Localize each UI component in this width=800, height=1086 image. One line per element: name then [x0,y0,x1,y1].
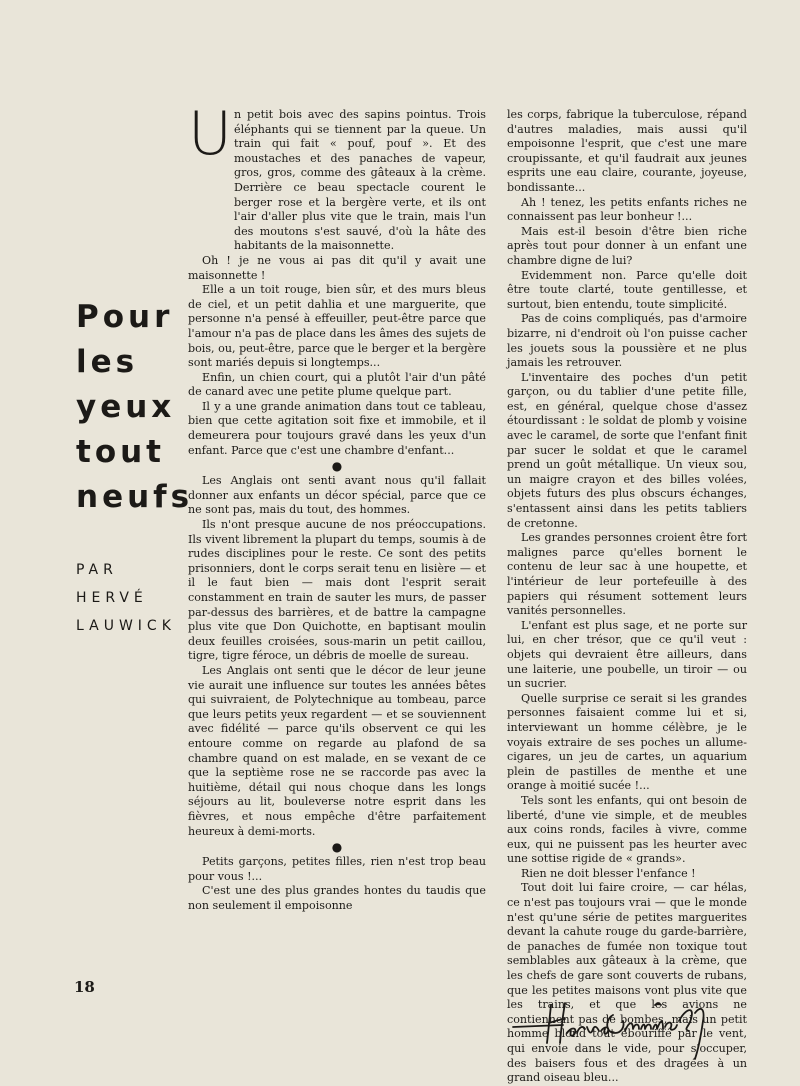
drop-cap: U [188,99,232,169]
paragraph: Les grandes personnes croient être fort malignes parce qu'elles bornent le contenu de leur sac à une houpette, et l'intérieur de leur portefeuille à des papiers qui résument sottement leurs vanités personnelles. [507,531,747,618]
paragraph: Tels sont les enfants, qui ont besoin de liberté, d'une vie simple, et de meubles aux coins ronds, faciles à vivre, comme eux, qui ne puissent pas les heurter avec une sottise rigide de « grands». [507,793,747,866]
paragraph: les corps, fabrique la tuberculose, répand d'autres maladies, mais aussi qu'il empoisonne l'esprit, que c'est une mare croupissante, et qu'il faudrait aux jeunes esprits une eau claire, courante, joyeuse, bondissante... [507,108,747,194]
section-separator: ● [331,459,343,474]
title-line: tout [76,434,166,470]
byline-line: LAUWICK [76,618,176,634]
page-number: 18 [74,978,95,996]
paragraph: L'inventaire des poches d'un petit garçon, ou du tablier d'une petite fille, est, en général, quelque chose d'assez étourdissant : le soldat de plomb y voisine avec le caramel, de sorte que l'enfant finit par sucer le soldat et que le caramel prend un goût métallique. Un vieux sou, un maigre crayon et des billes volées, objets futurs des plus obscurs échanges, s'entassent ainsi dans les petits tabliers de cretonne. [507,370,747,530]
opening-paragraph [188,99,486,254]
paragraph: Elle a un toit rouge, bien sûr, et des murs bleus de ciel, et un petit dahlia et une marguerite, que personne n'a pensé à effeuiller, peut-être parce que l'amour n'a pas de place dans les âmes des sujets de bois, ou, peut-être, parce que le berger et la bergère sont mariés depuis si longtemps... [188,283,486,370]
paragraph: n petit bois avec des sapins pointus. Trois éléphants qui se tiennent par la queue. Un train qui fait « pouf, pouf ». Et des moustaches et des panaches de vapeur, gros, gros, comme des gâteaux à la crème. Derrière ce beau spectacle courent le berger rose et la bergère verte, et ils ont l'air d'aller plus vite que le train, mais l'un des moutons s'est sauvé, d'où la hâte des habitants de la maisonnette. [234,108,486,253]
paragraph: L'enfant est plus sage, et ne porte sur lui, en cher trésor, que ce qu'il veut : objets qui devraient être ailleurs, dans une laiterie, une poubelle, un tiroir — ou un sucrier. [507,618,747,691]
paragraph: Petits garçons, petites filles, rien n'est trop beau pour vous !... [188,855,486,883]
paragraph: Les Anglais ont senti avant nous qu'il fallait donner aux enfants un décor spécial, parce que ce ne sont pas, mais du tout, des hommes. [188,474,486,517]
paragraph: Ils n'ont presque aucune de nos préoccupations. Ils vivent librement la plupart du temps, soumis à de rudes disciplines pour le reste. Ce sont des petits prisonniers, dont le corps serait tenu en lisière — et il le faut bien — mais dont l'esprit serait constamment en train de sauter les murs, de passer par-dessus des barrières, et de battre la campagne plus vite que Don Quichotte, en baptisant moulin deux feuilles croisées, sous-marin un petit caillou, tigre, tigre féroce, un débris de moelle de sureau. [188,518,486,663]
byline-line: HERVÉ [76,590,148,606]
paragraph: Evidemment non. Parce qu'elle doit être toute clarté, toute gentillesse, et surtout, bien entendu, toute simplicité. [507,268,747,311]
text-column-right [507,108,747,1086]
paragraph: C'est une des plus grandes hontes du taudis que non seulement il empoisonne [188,884,486,912]
paragraph: Il y a une grande animation dans tout ce tableau, bien que cette agitation soit fixe et immobile, et il demeurera pour toujours gravé dans les yeux d'un enfant. Parce que c'est une chambre d'enfant... [188,399,486,457]
title-line: Pour [76,299,174,335]
paragraph: Ah ! tenez, les petits enfants riches ne connaissent pas leur bonheur !... [507,195,747,224]
paragraph: Rien ne doit blesser l'enfance ! [521,866,696,880]
paragraph: Tout doit lui faire croire, — car hélas, ce n'est pas toujours vrai — que le monde n'est qu'une série de petites marguerites devant la cahute rouge du garde-barrière, de panaches de fumée non toxique tout semblables aux gâteaux à la crème, que les chefs de gare sont couverts de rubans, que les petites maisons vont plus vite que les trains, et que les avions ne contiennent pas de bombes, mais un petit homme blond tout ébouriffé par le vent, qui envoie dans le vide, pour s'occuper, des baisers fous et des dragées à un grand oiseau bleu... [507,881,747,1085]
title-line: yeux [76,389,176,425]
paragraph: Quelle surprise ce serait si les grandes personnes faisaient comme lui et si, interviewant un homme célèbre, je le voyais extraire de ses poches un allume-cigares, un jeu de cartes, un aquarium plein de pastilles de menthe et une orange à moitié sucée !... [507,691,747,793]
title-line: les [76,344,139,380]
paragraph: Les Anglais ont senti que le décor de leur jeune vie aurait une influence sur toutes les années bêtes qui suivraient, de Polytechnique au tombeau, parce que leurs petits yeux regardent — et se souviennent avec fidélité — parce qu'ils observent ce qui les entoure comme on regarde au plafond de sa chambre quand on est malade, en se vexant de ce que la septième rose ne se raccorde pas avec la huitième, détail qui nous choque dans les longs séjours au lit, bouleverse notre esprit dans les fièvres, et nous empêche d'être parfaitement heureux à demi-morts. [188,663,486,838]
signature-image [505,975,755,1065]
paragraph: Enfin, un chien court, qui a plutôt l'air d'un pâté de canard avec une petite plume quelque part. [188,370,486,399]
author-signature [505,975,755,1069]
byline-line: PAR [76,562,118,578]
section-separator: ● [331,840,343,855]
text-column-left [188,99,486,913]
paragraph: Mais est-il besoin d'être bien riche après tout pour donner à un enfant une chambre digne de lui? [507,224,747,267]
title-line: neufs [76,479,194,515]
paragraph: Oh ! je ne vous ai pas dit qu'il y avait une maisonnette ! [188,253,486,282]
byline [76,556,176,640]
paragraph: Pas de coins compliqués, pas d'armoire bizarre, ni d'endroit où l'on puisse cacher les jouets sous la poussière et ne plus jamais les retrouver. [507,312,747,370]
